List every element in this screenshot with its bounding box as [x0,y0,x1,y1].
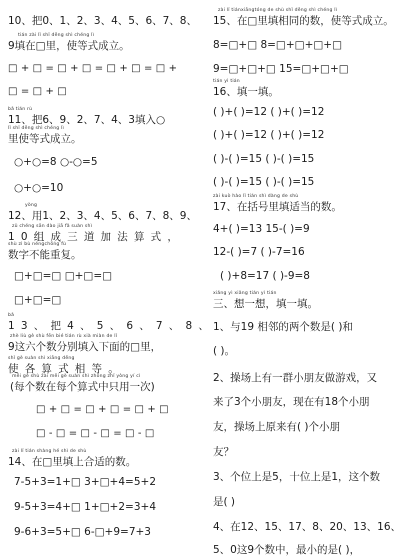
pinyin-annotation: zǔ chéng sān dào jiā fǎ suàn shì [12,224,93,229]
worksheet-line: 12-( )=7 ( )-7=16 [213,246,305,258]
worksheet-line: 13、把4、5、6、7、8、 [8,320,216,332]
pinyin-annotation: bǎ tián rù [8,107,33,112]
worksheet-line: 4、在12、15、17、8、20、13、16、 [213,521,402,533]
worksheet-line: □+□=□ □+□=□ [14,270,113,282]
worksheet-line: □+□=□ [14,294,62,306]
worksheet-line: 里使等式成立。 [8,133,82,145]
worksheet-line: 12、用1、2、3、4、5、6、7、8、9、 [8,210,197,222]
worksheet-line: 来了3个小朋友，现在有18个小朋 [213,396,370,408]
worksheet-line: 是( ) [213,496,236,508]
worksheet-line: 友，操场上原来有( )个小朋 [213,421,341,433]
worksheet-line: 9-5+3=4+□ 1+□+2=3+4 [14,501,156,513]
pinyin-annotation: měi gè shù zài měi gè suàn shì zhōng zhǐ yòng yí cì [12,374,141,379]
worksheet-line: 2、操场上有一群小朋友做游戏，又 [213,372,378,384]
pinyin-annotation: zài kuò hào lǐ tián shì dàng de shù [213,194,299,199]
worksheet-line: ( )+( )=12 ( )+( )=12 [213,106,325,118]
worksheet-line: ( )-( )=15 ( )-( )=15 [213,153,315,165]
pinyin-annotation: shǐ gè suàn shì xiāng děng [8,356,75,361]
worksheet-line: □+□=□+□=□+□ [36,404,172,415]
worksheet-line: 7-5+3=1+□ 3+□+4=5+2 [14,476,156,488]
worksheet-line: 9这六个数分别填入下面的□里， [8,341,162,353]
worksheet-line: ( )+8=17 ( )-9=8 [220,270,310,282]
worksheet-line: 数字不能重复。 [8,249,82,261]
pinyin-annotation: zhè liù gè shù fēn bié tián rù xià miàn de lǐ [10,334,118,339]
worksheet-line: 10组成三道加法算式， [8,231,185,243]
worksheet-line: (每个数在每个算式中只用一次) [10,381,155,393]
worksheet-line: 使各算式相等。 [8,363,125,375]
worksheet-line: ( )-( )=15 ( )-( )=15 [213,176,315,188]
pinyin-annotation: shù zì bù néngchóng fù [8,242,67,247]
worksheet-line: 3、个位上是5，十位上是1，这个数 [213,471,381,483]
worksheet-line: 5、0这9个数中，最小的是( )， [213,544,361,556]
pinyin-annotation: zài lǐ tián shàng hé shì de shù [12,449,87,454]
worksheet-line: 8=□+□ 8=□+□+□+□ [213,39,343,51]
worksheet-line: 9-6+3=5+□ 6-□+9=7+3 [14,526,151,538]
pinyin-annotation: xiǎng yì xiǎng tián yì tián [213,291,277,296]
worksheet-line: 4+( )=13 15-( )=9 [213,223,310,235]
pinyin-annotation: lǐ shǐ děng shì chéng lì [8,126,65,131]
worksheet-line: 三、想一想，填一填。 [213,298,318,310]
pinyin-annotation: yòng [25,203,38,208]
worksheet-line: ○+○=8 ○-○=5 [14,156,98,168]
worksheet-line: 14、在□里填上合适的数。 [8,456,137,468]
worksheet-line: 16、填一填。 [213,86,279,98]
worksheet-line: □=□+□ [8,86,71,97]
worksheet-line: 1、与19 相邻的两个数是( )和 [213,321,353,333]
worksheet-line: 11、把6、9、2、7、4、3填入○ [8,114,166,126]
pinyin-annotation: tián yì tián [213,79,240,84]
right-column [208,0,417,556]
worksheet-line: ( )。 [213,345,236,357]
worksheet-line: □-□=□-□=□-□ [36,428,158,439]
worksheet-line: 15、在□里填相同的数，使等式成立。 [213,15,394,27]
worksheet-line: ( )+( )=12 ( )+( )=12 [213,129,325,141]
worksheet-line: 友？ [213,446,234,458]
pinyin-annotation: zài lǐ tiánxiāngtóng de shù shǐ děng shì chéng lì [218,8,338,13]
worksheet-line: 9=□+□+□ 15=□+□+□ [213,63,349,75]
worksheet-line: 17、在括号里填适当的数。 [213,201,342,213]
worksheet-line: □+□=□+□=□+□=□+ [8,63,181,74]
worksheet-line: ○+○=10 [14,182,64,194]
worksheet-line: 9填在□里，使等式成立。 [8,40,130,52]
pinyin-annotation: tián zài lǐ shǐ děng shì chéng lì [18,33,95,38]
worksheet-line: 10、把0、1、2、3、4、5、6、7、8、 [8,15,197,27]
pinyin-annotation: bǎ [8,313,15,318]
